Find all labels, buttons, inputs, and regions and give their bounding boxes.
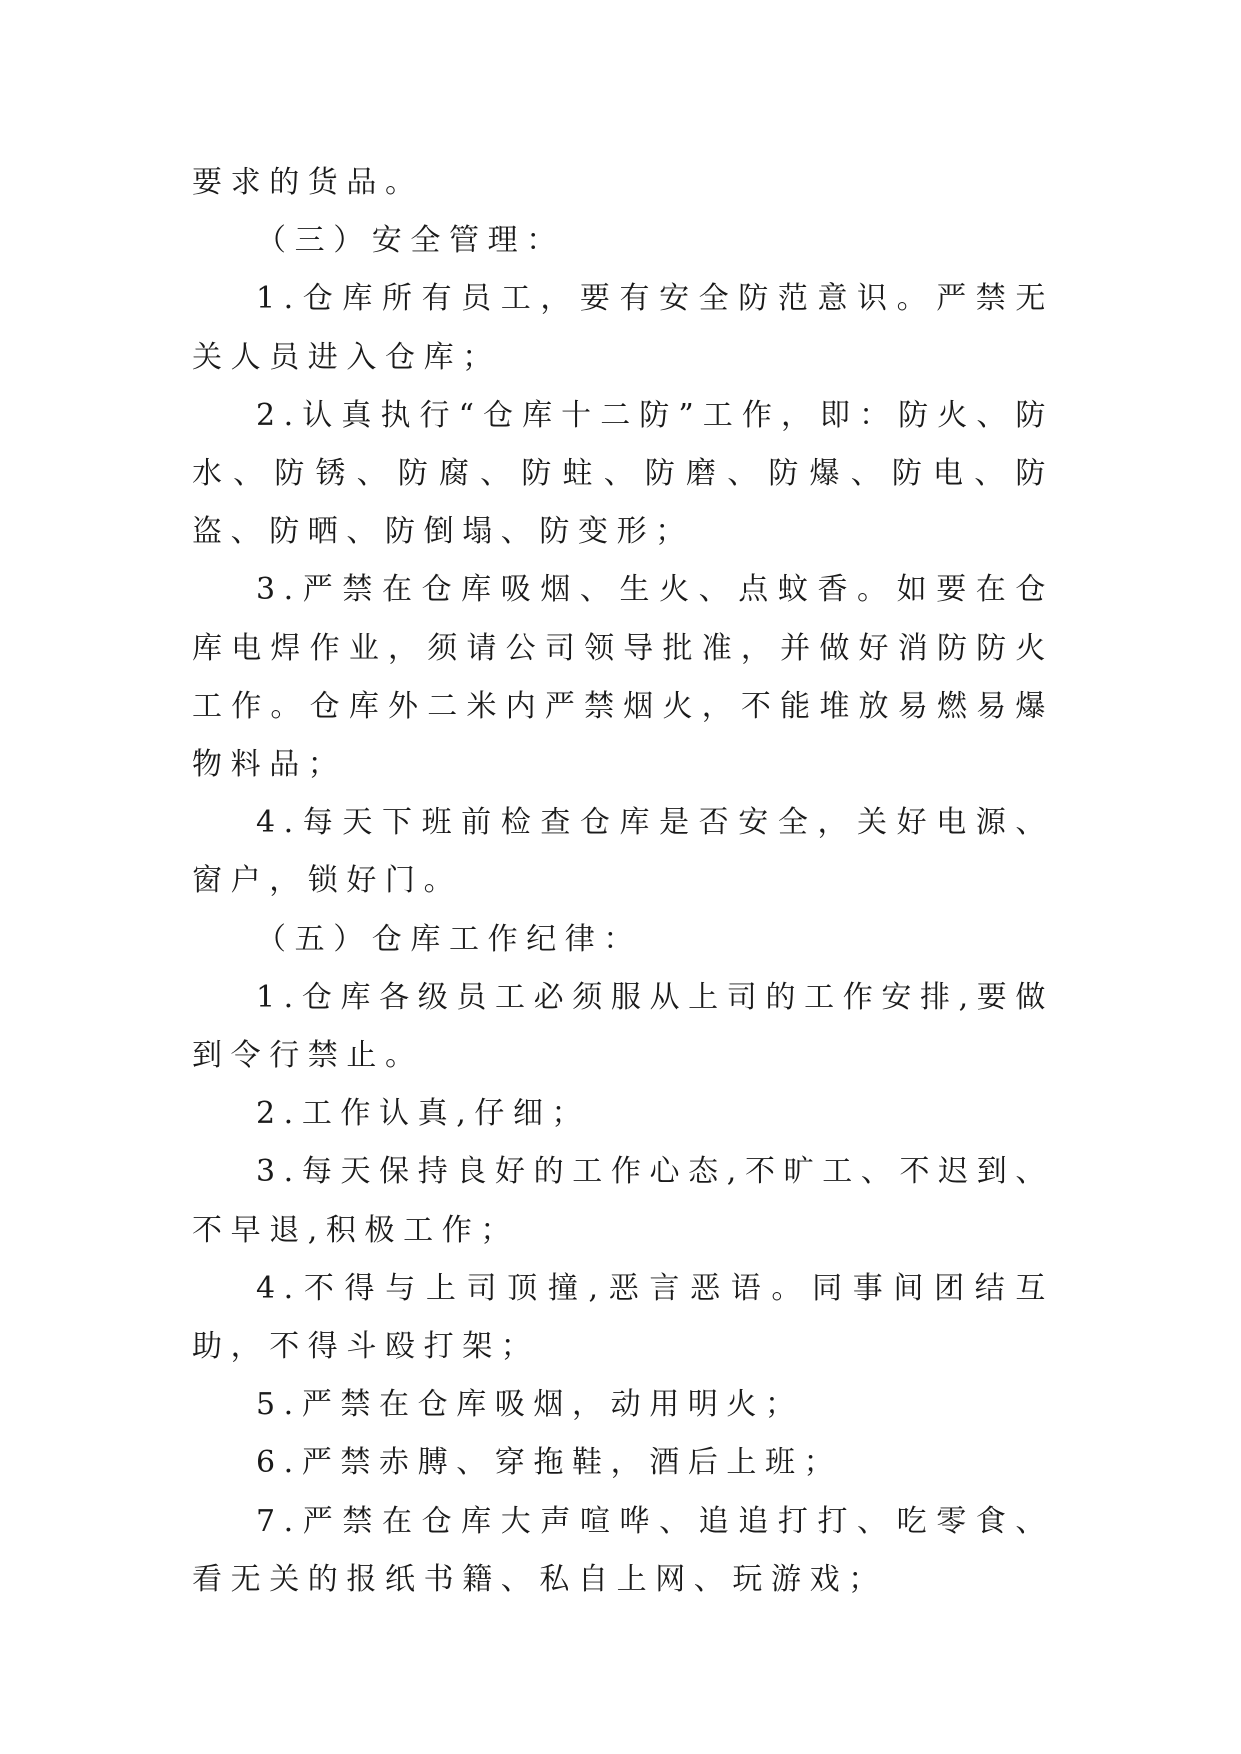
section-heading-safety: （三）安全管理： bbox=[256, 223, 565, 259]
safety-item-4: 4.每天下班前检查仓库是否安全，关好电源、窗户，锁好门。 bbox=[192, 805, 1054, 899]
safety-item-1: 1.仓库所有员工，要有安全防范意识。严禁无关人员进入仓库； bbox=[192, 281, 1054, 375]
discipline-item-4: 4.不得与上司顶撞,恶言恶语。同事间团结互助，不得斗殴打架； bbox=[192, 1270, 1054, 1365]
paragraph-continuation: 要求的货品。 bbox=[192, 165, 424, 200]
discipline-item-7: 7.严禁在仓库大声喧哗、追追打打、吃零食、看无关的报纸书籍、私自上网、玩游戏； bbox=[192, 1503, 1054, 1597]
safety-item-3: 3.严禁在仓库吸烟、生火、点蚊香。如要在仓库电焊作业，须请公司领导批准，并做好消防防火工作。仓库外二米内严禁烟火，不能堆放易燃易爆物料品； bbox=[192, 572, 1054, 783]
discipline-item-6: 6.严禁赤膊、穿拖鞋，酒后上班； bbox=[256, 1445, 843, 1481]
discipline-item-1: 1.仓库各级员工必须服从上司的工作安排,要做到令行禁止。 bbox=[192, 979, 1054, 1074]
discipline-item-5: 5.严禁在仓库吸烟，动用明火； bbox=[256, 1387, 804, 1423]
discipline-item-3: 3.每天保持良好的工作心态,不旷工、不迟到、不早退,积极工作； bbox=[192, 1154, 1054, 1248]
section-heading-discipline: （五）仓库工作纪律： bbox=[256, 921, 642, 957]
discipline-item-2: 2.工作认真,仔细； bbox=[256, 1096, 591, 1132]
safety-item-2: 2.认真执行“仓库十二防”工作，即：防火、防水、防锈、防腐、防蛀、防磨、防爆、防电、防盗、防晒、防倒塌、防变形； bbox=[192, 397, 1054, 550]
document-body bbox=[192, 154, 1054, 1609]
